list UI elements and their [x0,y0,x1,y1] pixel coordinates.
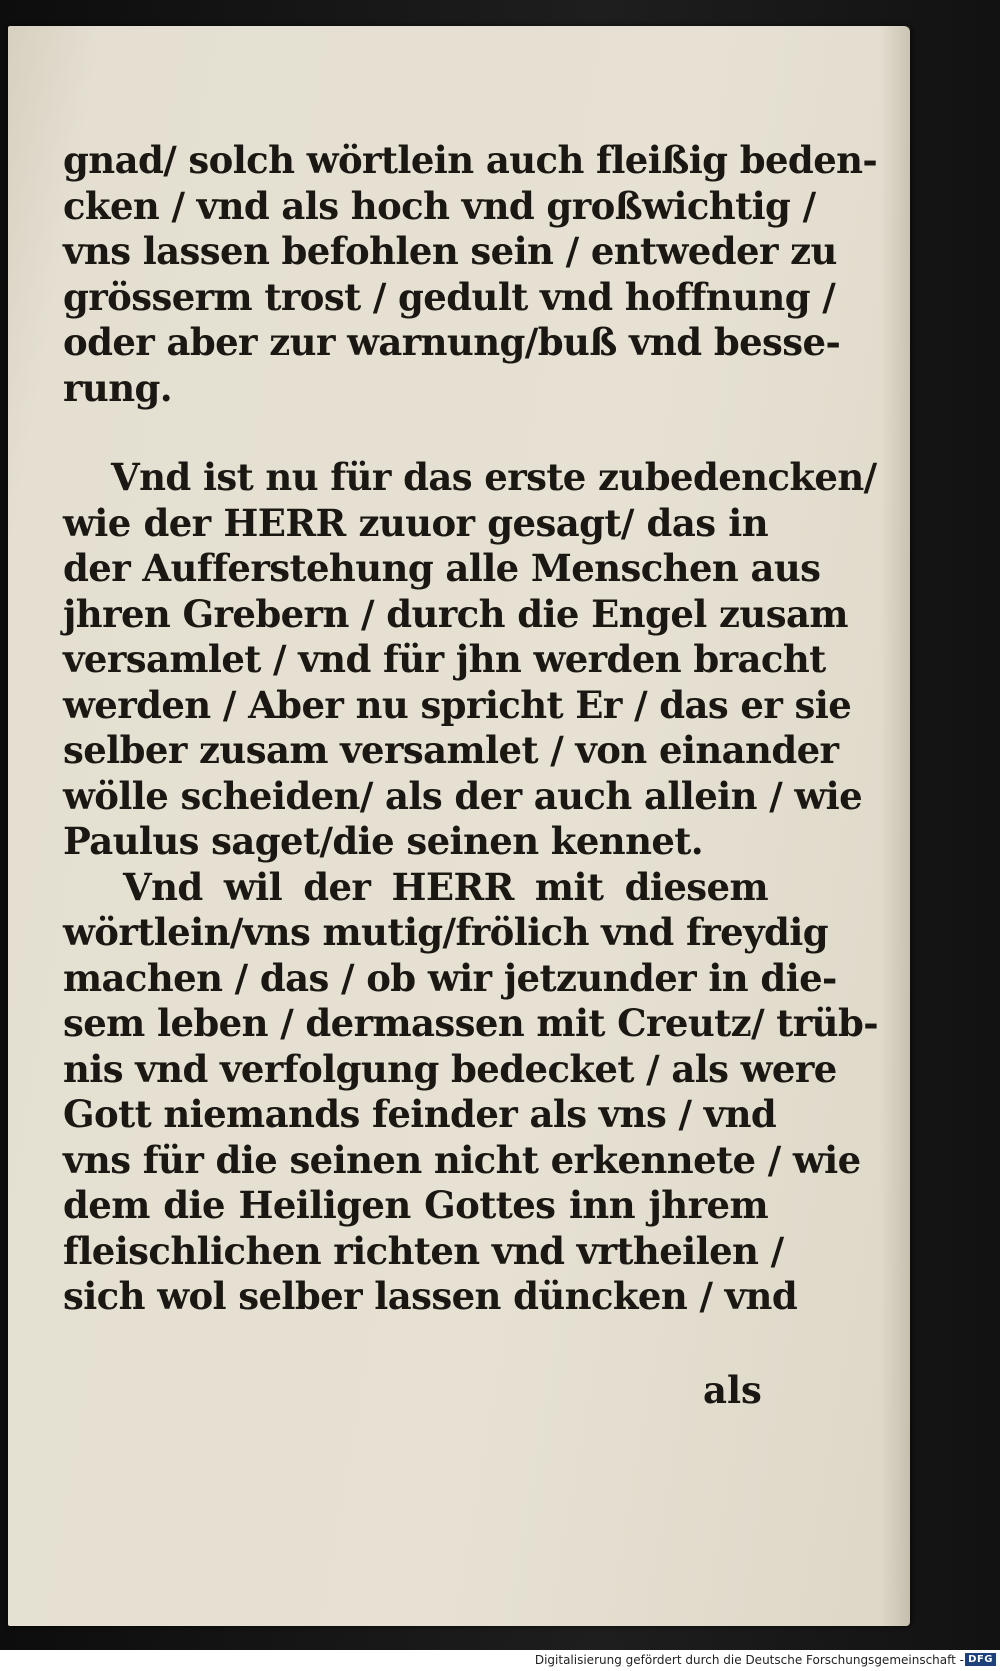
text-line: wölle scheiden/ als der auch allein / wie [63,773,863,818]
text-line: machen / das / ob wir jetzunder in die- [63,955,837,1000]
text-line: fleischlichen richten vnd vrtheilen / [63,1228,784,1273]
text-line: wie der HERR zuuor gesagt/ das in [63,500,768,545]
text-line: der Aufferstehung alle Menschen aus [63,546,821,590]
text-line: Vnd wil der HERR mit diesem [123,864,768,909]
text-line: Gott niemands feinder als vns / vnd [63,1092,777,1136]
text-line: Vnd ist nu für das erste zubedencken/ [111,455,877,499]
text-line: vns für die seinen nicht erkennete / wie [63,1137,861,1182]
dfg-logo: DFG [965,1653,996,1666]
text-line: sich wol selber lassen düncken / vnd [63,1274,798,1318]
text-line: grösserm trost / gedult vnd hoffnung / [63,274,836,319]
text-line: nis vnd verfolgung bedecket / als were [63,1046,837,1091]
text-line: sem leben / dermassen mit Creutz/ trüb- [63,1001,878,1045]
text-line: Paulus saget/die seinen kennet. [63,819,704,863]
text-line: oder aber zur warnung/buß vnd besse- [63,320,841,364]
paragraph-gap [63,411,768,455]
text-line: selber zusam versamlet / von einander [63,728,839,772]
text-line: cken / vnd als hoch vnd großwichtig / [63,183,816,228]
text-line: wörtlein/vns mutig/frölich vnd freydig [63,910,828,954]
footer-credit: Digitalisierung gefördert durch die Deutsche Forschungsgemeinschaft - [534,1653,964,1667]
page-text-block [63,138,878,1320]
text-line: versamlet / vnd für jhn werden bracht [63,637,826,681]
book-page [8,26,910,1626]
text-line: vns lassen befohlen sein / entweder zu [63,229,837,273]
text-line: werden / Aber nu spricht Er / das er sie [63,682,852,727]
catchword: als [703,1368,762,1412]
text-line: rung. [63,365,173,410]
footer-bar [0,1650,1000,1671]
text-line: dem die Heiligen Gottes inn jhrem [63,1183,768,1227]
text-line: gnad/ solch wörtlein auch fleißig beden- [63,138,878,182]
text-line: jhren Grebern / durch die Engel zusam [63,591,848,636]
